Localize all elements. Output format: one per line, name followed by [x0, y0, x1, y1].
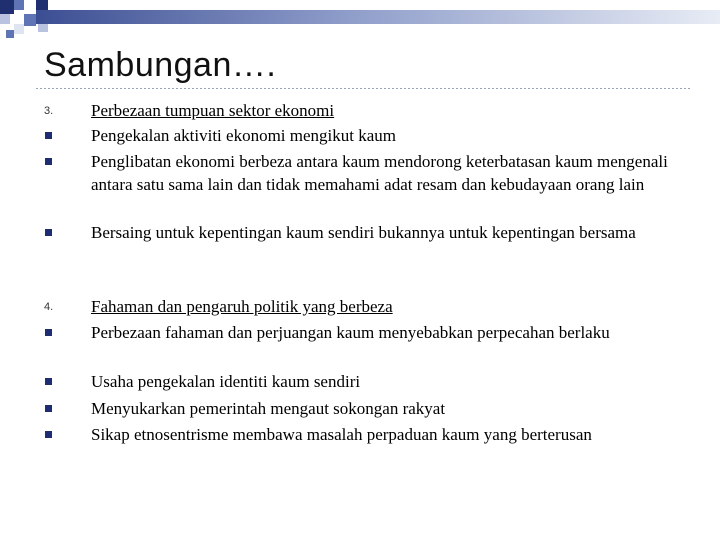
bullet-icon	[45, 229, 52, 236]
bullet-text: Pengekalan aktiviti ekonomi mengikut kaum	[91, 126, 396, 145]
section-number: 4.	[44, 301, 54, 313]
bullet-text: Perbezaan fahaman dan perjuangan kaum menyebabkan perpecahan berlaku	[91, 323, 610, 342]
section-heading: Perbezaan tumpuan sektor ekonomi	[91, 101, 335, 120]
bullet-icon	[45, 132, 52, 139]
section-number: 3.	[44, 105, 54, 117]
slide-title: Sambungan….	[44, 46, 277, 84]
bullet-icon	[45, 431, 52, 438]
bullet-text: Bersaing untuk kepentingan kaum sendiri bukannya untuk kepentingan bersama	[91, 223, 636, 242]
bullet-text: Sikap etnosentrisme membawa masalah perpaduan kaum yang berterusan	[91, 425, 592, 444]
bullet-text: Penglibatan ekonomi berbeza antara kaum mendorong keterbatasan kaum mengenali antara satu sama lain dan tidak memahami adat resam dan kebudayaan orang lain	[91, 152, 668, 194]
bullet-icon	[45, 405, 52, 412]
header-gradient-bar	[36, 10, 720, 24]
bullet-text: Menyukarkan pemerintah mengaut sokongan rakyat	[91, 399, 446, 418]
bullet-icon	[45, 329, 52, 336]
bullet-icon	[45, 378, 52, 385]
bullet-icon	[45, 158, 52, 165]
title-divider	[36, 88, 692, 89]
bullet-text: Usaha pengekalan identiti kaum sendiri	[91, 372, 361, 391]
section-heading: Fahaman dan pengaruh politik yang berbeza	[91, 297, 393, 316]
